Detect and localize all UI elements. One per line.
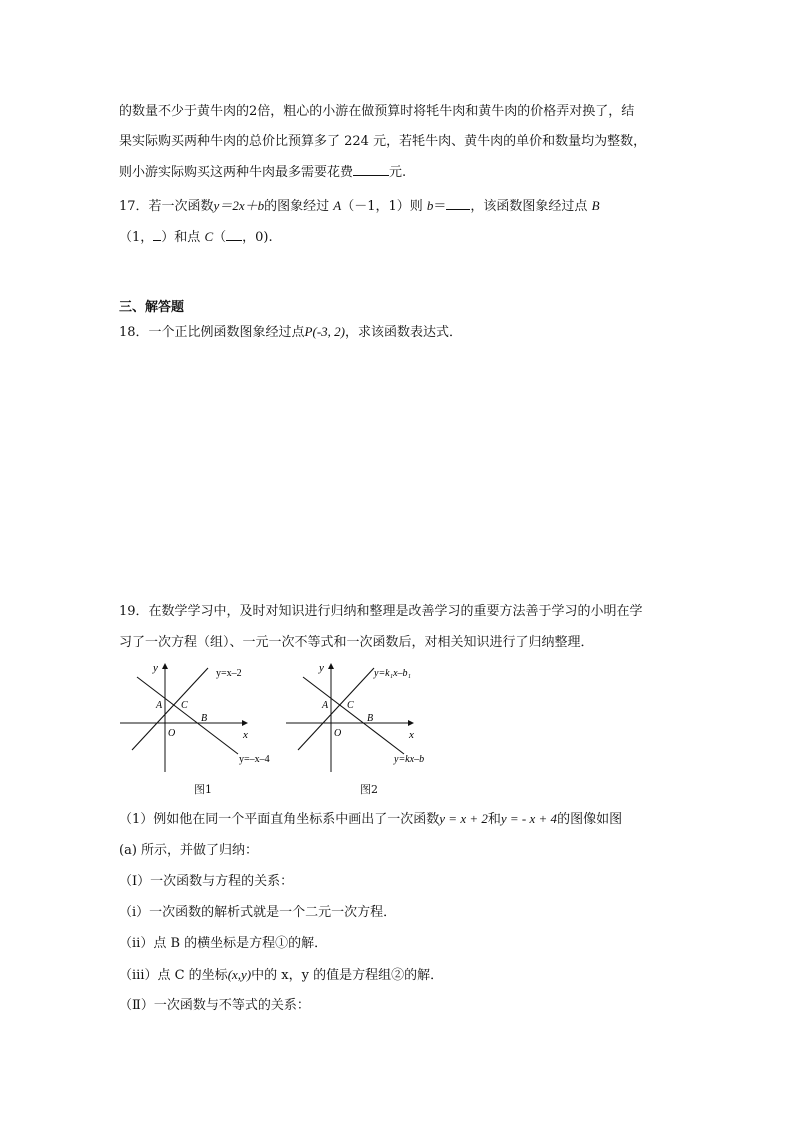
q16-line-1: 的数量不少于黄牛肉的2倍，粗心的小游在做预算时将牦牛肉和黄牛肉的价格弄对换了，结 xyxy=(119,104,635,119)
origin-label: O xyxy=(334,728,342,739)
q17-text: ，0). xyxy=(242,230,273,245)
q18-point: P(-3, 2) xyxy=(304,324,345,339)
point-b-label: B xyxy=(591,198,600,213)
figure-2-caption: 图2 xyxy=(360,783,378,796)
origin-label: O xyxy=(168,728,176,739)
line-bottom-label: y=kx–b xyxy=(394,754,425,765)
q19-text: （ⅲ）点 C 的坐标 xyxy=(119,968,228,983)
q19-line: （ⅱ）点 B 的横坐标是方程①的解． xyxy=(119,936,328,951)
q16-line-3-text: 则小游实际购买这两种牛肉最多需要花费 xyxy=(119,165,354,180)
point-b-label: B xyxy=(201,713,208,724)
line-bottom-label: y=–x–4 xyxy=(239,754,270,765)
q19-line xyxy=(119,966,443,985)
q19-line: （Ⅰ）一次函数与方程的关系： xyxy=(119,874,294,889)
q16-line-3 xyxy=(119,163,406,182)
equation-1: y = x + 2 xyxy=(439,811,488,826)
q19-part1-line-1 xyxy=(119,810,622,829)
q17-text: （－1，1）则 xyxy=(341,199,423,214)
q18-text: ，求该函数表达式． xyxy=(344,325,462,340)
q19-text: 的图像如图 xyxy=(557,812,623,827)
q17-line-1 xyxy=(119,197,600,216)
b-variable: b xyxy=(426,198,434,213)
q17-line-2 xyxy=(119,228,273,247)
q19-line: （Ⅱ）一次函数与不等式的关系： xyxy=(119,998,310,1013)
q17-text: （1， xyxy=(119,230,154,245)
q19-line-2: 习了一次方程（组）、一元一次不等式和一次函数后，对相关知识进行了归纳整理． xyxy=(119,635,594,650)
q17-text: ，该函数图象经过点 xyxy=(470,199,588,214)
q19-line: （ⅰ）一次函数的解析式就是一个二元一次方程． xyxy=(119,905,397,920)
figure-1-caption: 图1 xyxy=(194,783,212,796)
x-axis-label: x xyxy=(409,729,414,741)
coordinate-xy: (x,y) xyxy=(227,967,252,982)
q17-equation: y＝2x＋b xyxy=(213,198,265,213)
point-c-label: C xyxy=(347,700,354,711)
q17-number: 17．若一次函数 xyxy=(119,199,214,214)
line-top-label: y=k₁x–b₁ xyxy=(374,668,412,679)
line-top-label: y=x–2 xyxy=(216,668,242,679)
point-c-label: C xyxy=(181,700,188,711)
y-axis-label: y xyxy=(153,662,158,674)
y-axis-label: y xyxy=(319,662,324,674)
q18-text: 18．一个正比例函数图象经过点 xyxy=(119,325,305,340)
answer-blank[interactable] xyxy=(226,228,242,241)
point-a-label: A xyxy=(333,198,342,213)
answer-blank[interactable] xyxy=(446,197,470,210)
figure-2 xyxy=(281,660,451,775)
q18-line xyxy=(119,323,462,342)
q17-text: ＝ xyxy=(433,199,447,214)
q19-line: (a) 所示，并做了归纳： xyxy=(119,843,259,858)
q17-text: 的图象经过 xyxy=(264,199,330,214)
line-falling xyxy=(303,677,404,754)
x-axis-label: x xyxy=(243,729,248,741)
q16-line-2: 果实际购买两种牛肉的总价比预算多了 224 元，若牦牛肉、黄牛肉的单价和数量均为整数， xyxy=(119,134,647,149)
section-heading: 三、解答题 xyxy=(119,300,185,315)
point-b-label: B xyxy=(367,713,374,724)
figure-1 xyxy=(115,660,285,775)
q17-text: ）和点 xyxy=(161,230,201,245)
q19-text: 和 xyxy=(487,812,501,827)
q19-text: （1）例如他在同一个平面直角坐标系中画出了一次函数 xyxy=(119,812,440,827)
q19-text: 中的 x，y 的值是方程组②的解． xyxy=(251,968,444,983)
q16-line-3-unit: 元. xyxy=(389,165,407,180)
q19-line-1: 19．在数学学习中，及时对知识进行归纳和整理是改善学习的重要方法善于学习的小明在学 xyxy=(119,604,643,619)
equation-2: y = - x + 4 xyxy=(500,811,558,826)
point-c-label: C xyxy=(204,229,214,244)
answer-blank[interactable] xyxy=(353,163,389,176)
point-a-label: A xyxy=(322,700,329,711)
line-falling xyxy=(137,677,238,754)
point-a-label: A xyxy=(156,700,163,711)
q17-text: （ xyxy=(213,230,227,245)
